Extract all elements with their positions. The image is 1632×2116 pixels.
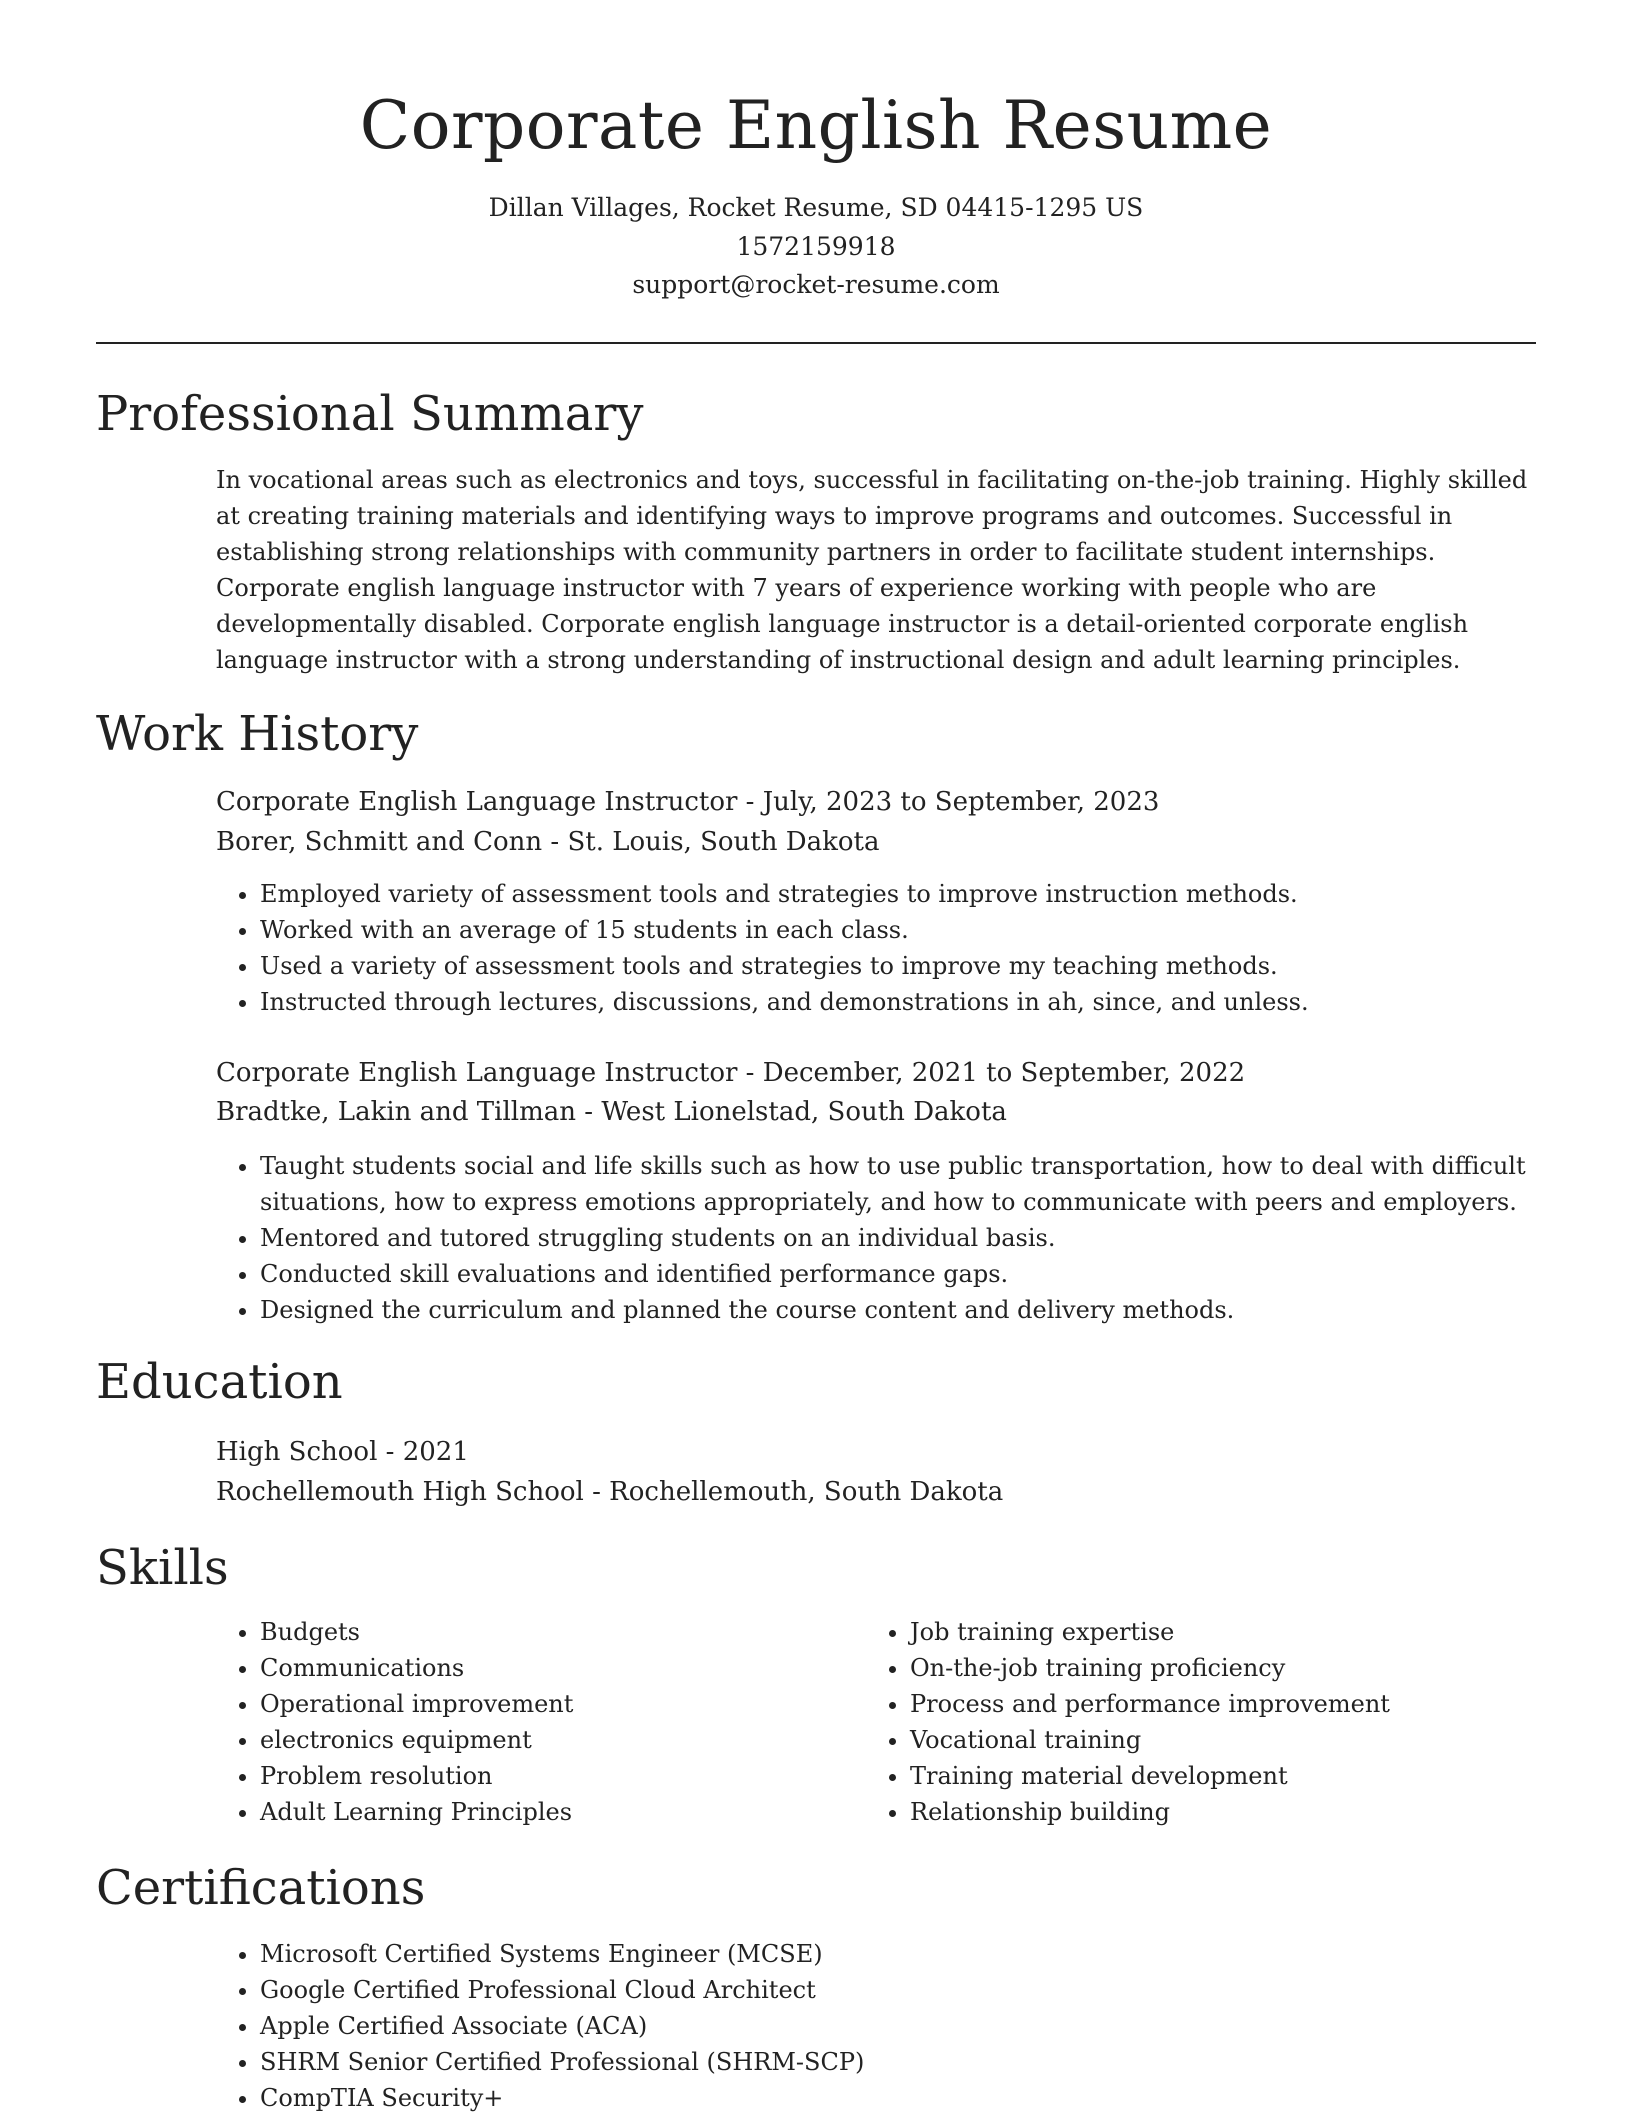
- job-2-title-line: [216, 1053, 1245, 1093]
- summary-text: In vocational areas such as electronics and toys, successful in facilitating on-the-job training. Highly skilled at creating training materials and identifying ways to improve programs and outcomes. Successful in establishing strong relationships with community partners in order to facilitate student internships. Corporate english language instructor with 7 years of experience working with people who are developmentally disabled. Corporate english language instructor is a detail-oriented corporate english language instructor with a strong understanding of instructional design and adult learning principles.: [216, 466, 1528, 674]
- certification-item: • Microsoft Certified Systems Engineer (MCSE): [260, 1936, 1260, 1972]
- skills-left-list: [216, 1614, 860, 1830]
- separator: -: [576, 1097, 602, 1127]
- contact-phone: 1572159918: [736, 232, 896, 261]
- certification-item: • CompTIA Security+: [260, 2080, 1260, 2116]
- list-item: • Conducted skill evaluations and identified performance gaps.: [260, 1256, 1538, 1292]
- list-item: • Worked with an average of 15 students in each class.: [260, 912, 1538, 948]
- job-1-title: Corporate English Language Instructor: [216, 787, 738, 817]
- skill-item: • electronics equipment: [260, 1722, 860, 1758]
- list-item: • Mentored and tutored struggling students on an individual basis.: [260, 1220, 1538, 1256]
- education-school-line: [216, 1472, 1003, 1512]
- certification-item: • SHRM Senior Certified Professional (SHRM-SCP): [260, 2044, 1260, 2080]
- list-item: • Designed the curriculum and planned the course content and delivery methods.: [260, 1292, 1538, 1328]
- job-2-bullets: [216, 1148, 1538, 1328]
- job-2-title: Corporate English Language Instructor: [216, 1058, 738, 1088]
- work-history-heading: Work History: [96, 706, 419, 762]
- skills-heading: Skills: [96, 1540, 229, 1596]
- separator: -: [737, 1058, 763, 1088]
- skill-item: • Communications: [260, 1650, 860, 1686]
- skill-item: • Process and performance improvement: [910, 1686, 1570, 1722]
- job-2-company-line: [216, 1092, 1007, 1132]
- skill-item: • Training material development: [910, 1758, 1570, 1794]
- education-year: 2021: [402, 1437, 469, 1467]
- skill-item: • Problem resolution: [260, 1758, 860, 1794]
- certification-item: • Google Certified Professional Cloud Architect: [260, 1972, 1260, 2008]
- education-degree-line: [216, 1432, 469, 1472]
- skills-right-list: [866, 1614, 1570, 1830]
- header-divider: [96, 342, 1536, 344]
- education-location: Rochellemouth, South Dakota: [609, 1477, 1004, 1507]
- separator: -: [583, 1477, 610, 1507]
- certification-item: • Apple Certified Associate (ACA): [260, 2008, 1260, 2044]
- resume-title: Corporate English Resume: [359, 87, 1273, 164]
- job-2-company: Bradtke, Lakin and Tillman: [216, 1097, 576, 1127]
- skill-item: • Operational improvement: [260, 1686, 860, 1722]
- education-school: Rochellemouth High School: [216, 1477, 584, 1507]
- job-1-company: Borer, Schmitt and Conn: [216, 827, 543, 857]
- certifications-heading: Certifications: [96, 1860, 426, 1916]
- list-item: • Employed variety of assessment tools and strategies to improve instruction methods.: [260, 876, 1538, 912]
- list-item: • Instructed through lectures, discussions, and demonstrations in ah, since, and unless.: [260, 984, 1538, 1020]
- skill-item: • Vocational training: [910, 1722, 1570, 1758]
- job-1-dates: July, 2023 to September, 2023: [762, 787, 1160, 817]
- list-item: • Taught students social and life skills such as how to use public transportation, how to deal with difficult situations, how to express emotions appropriately, and how to communicate with peers and employers.: [260, 1148, 1538, 1220]
- separator: -: [542, 827, 568, 857]
- contact-email: support@rocket-resume.com: [632, 270, 1000, 299]
- skill-item: • Budgets: [260, 1614, 860, 1650]
- contact-address: Dillan Villages, Rocket Resume, SD 04415-1295 US: [488, 193, 1144, 222]
- job-1-bullets: [216, 876, 1538, 1020]
- job-2-location: West Lionelstad, South Dakota: [601, 1097, 1007, 1127]
- job-2-dates: December, 2021 to September, 2022: [762, 1058, 1246, 1088]
- separator: -: [737, 787, 763, 817]
- job-1-location: St. Louis, South Dakota: [567, 827, 880, 857]
- list-item: • Used a variety of assessment tools and strategies to improve my teaching methods.: [260, 948, 1538, 984]
- skill-item: • Relationship building: [910, 1794, 1570, 1830]
- skill-item: • On-the-job training proficiency: [910, 1650, 1570, 1686]
- summary-heading: Professional Summary: [96, 386, 644, 442]
- job-1-company-line: [216, 822, 879, 862]
- job-1-title-line: [216, 782, 1159, 822]
- certifications-list: [216, 1936, 1260, 2116]
- education-degree: High School: [216, 1437, 378, 1467]
- skill-item: • Job training expertise: [910, 1614, 1570, 1650]
- skill-item: • Adult Learning Principles: [260, 1794, 860, 1830]
- separator: -: [377, 1437, 403, 1467]
- education-heading: Education: [96, 1354, 343, 1410]
